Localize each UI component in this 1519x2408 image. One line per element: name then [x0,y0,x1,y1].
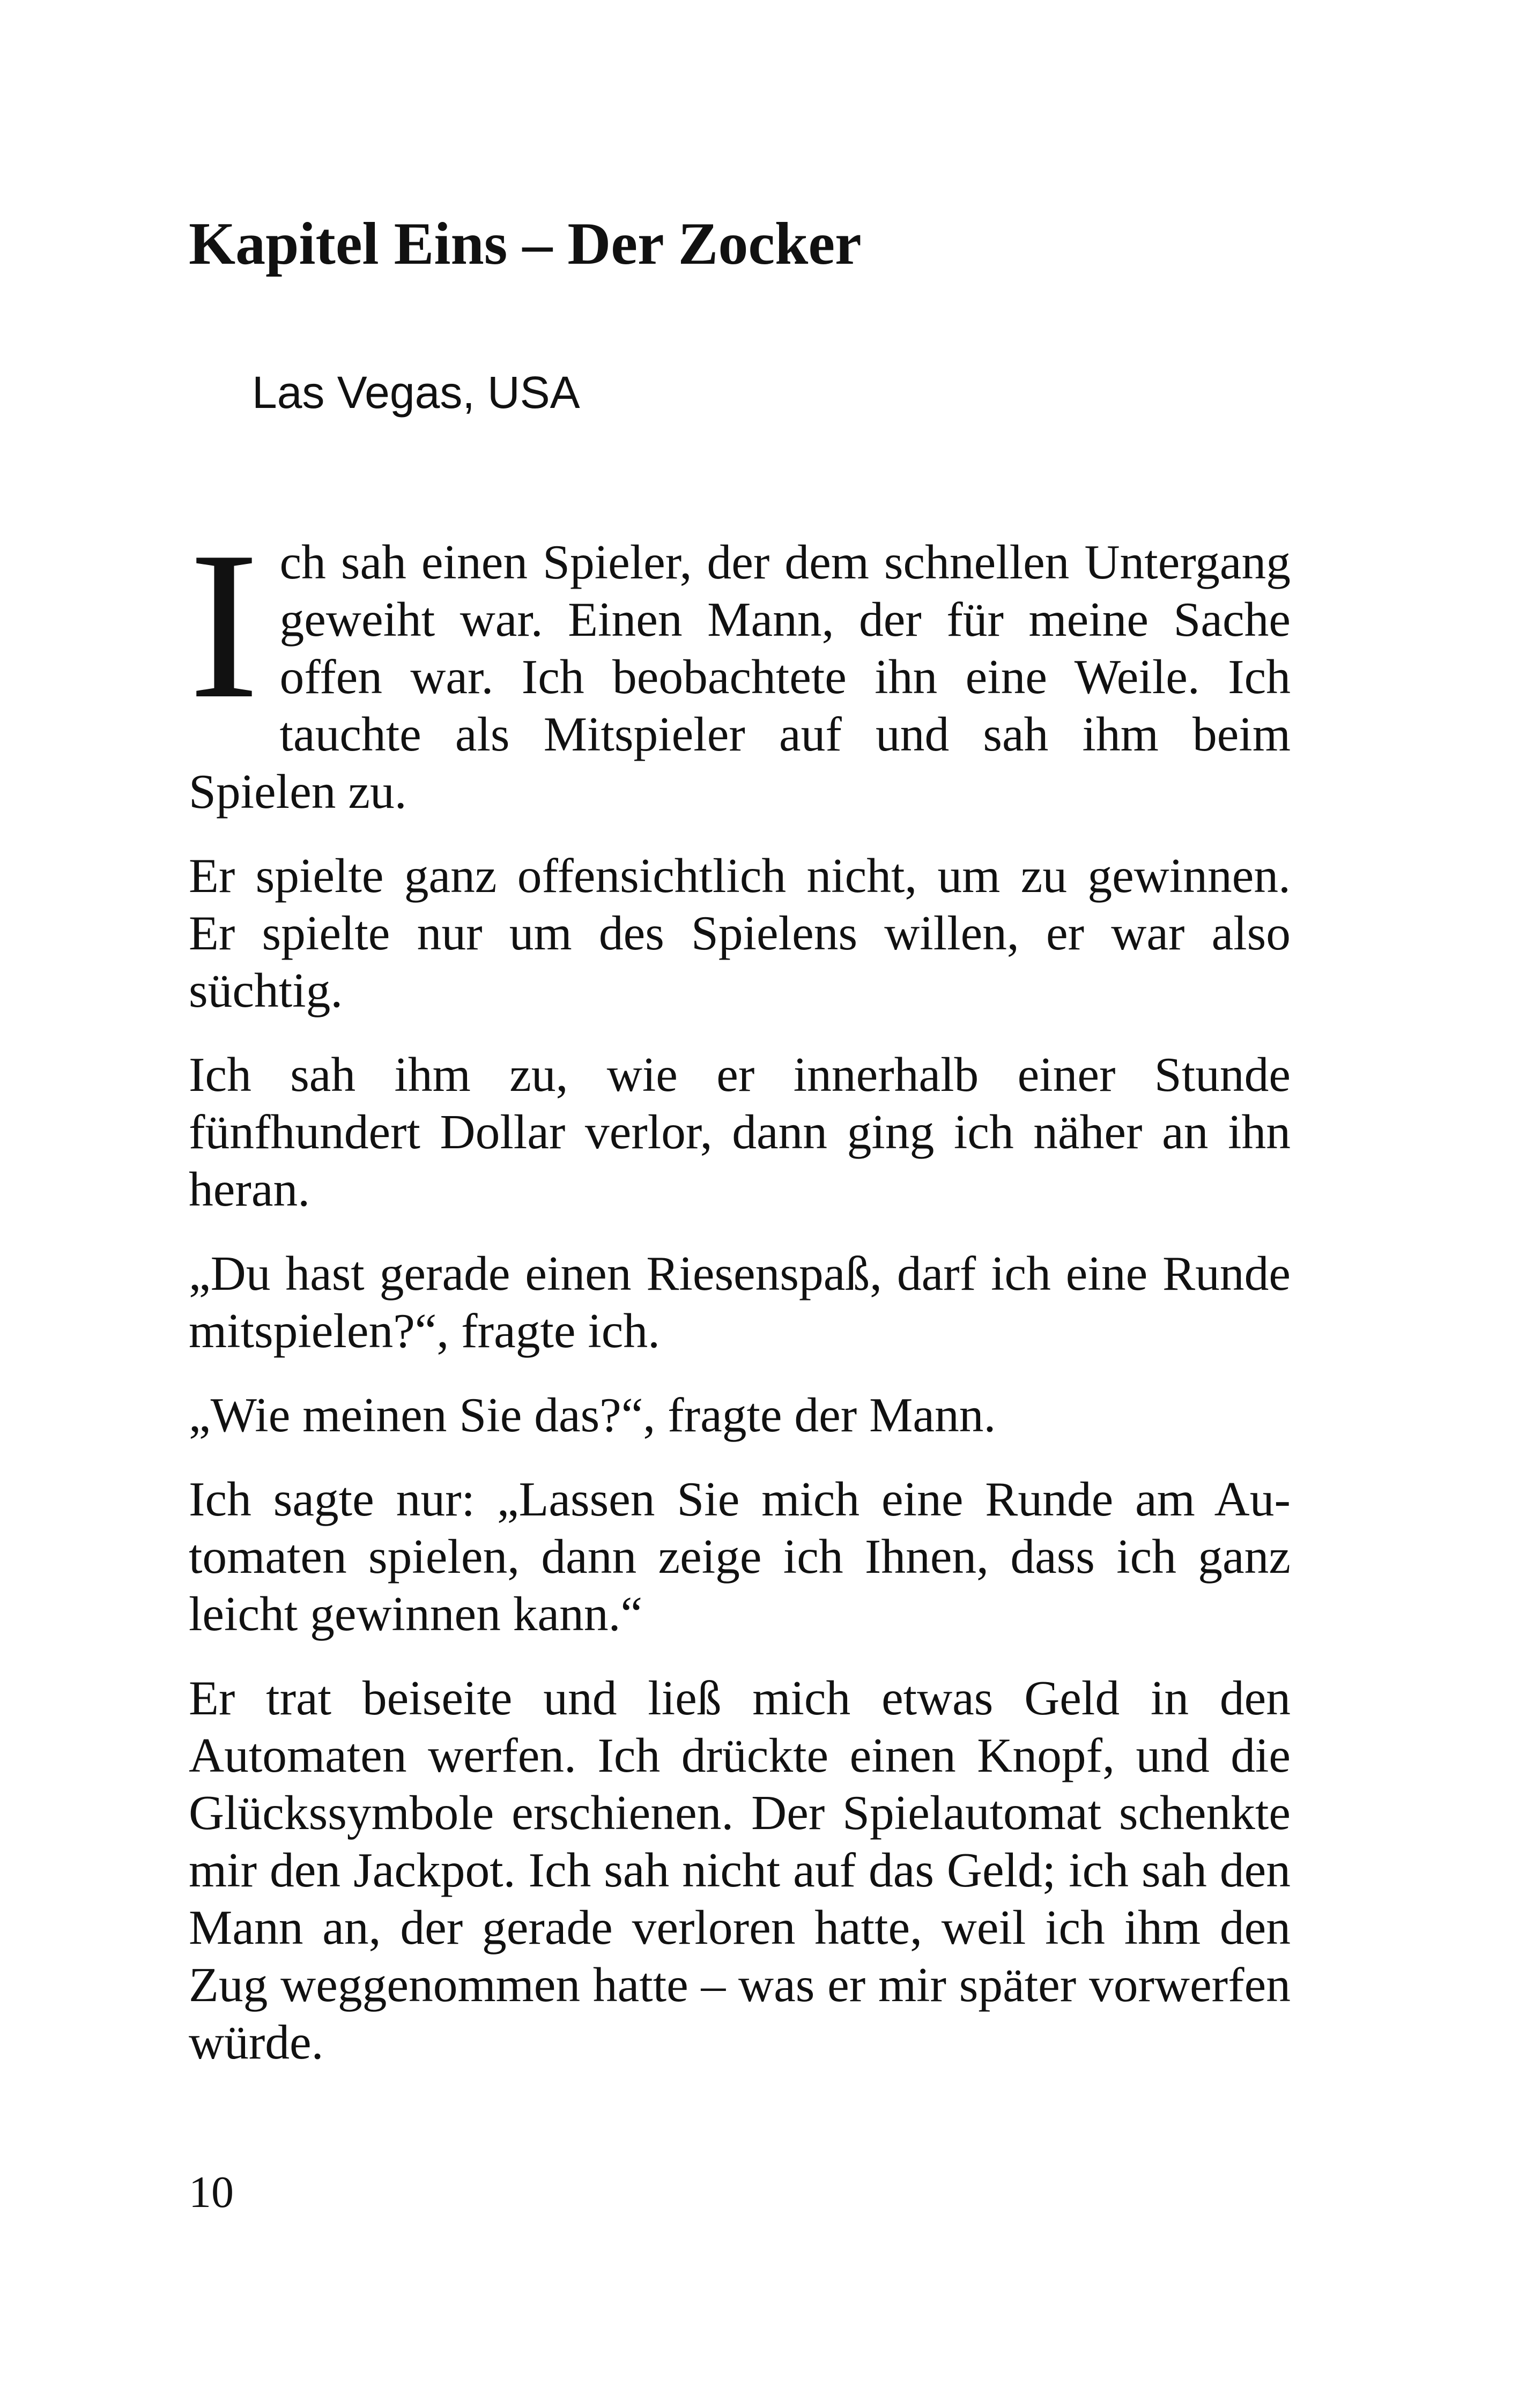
paragraph-2: Er spielte ganz offensichtlich nicht, um zu gewinnen. Er spielte nur um des Spielens willen, er war also süchtig. [189,848,1291,1017]
paragraph-1 [189,508,1291,820]
paragraph-6: Ich sagte nur: „Lassen Sie mich eine Runde am Automaten spielen, dann zeige ich Ihnen, dass ich ganz leicht gewinnen kann.“ [189,1471,1291,1641]
paragraph-5: „Wie meinen Sie das?“, fragte der Mann. [189,1387,996,1442]
paragraph-4: „Du hast gerade einen Riesenspaß, darf ich eine Runde mitspielen?“, fragte ich. [189,1246,1291,1358]
chapter-location: Las Vegas, USA [252,367,580,418]
paragraph-3: Ich sah ihm zu, wie er innerhalb einer Stunde fünfhundert Dollar verlor, dann ging ich näher an ihn heran. [189,1047,1291,1216]
drop-cap: I [189,508,260,742]
paragraph-1-text: ch sah einen Spieler, der dem schnellen Untergang geweiht war. Einen Mann, der für meine Sache offen war. Ich beobachtete ihn eine Weile. Ich tauchte als Mitspieler auf und sah ihm beim Spielen zu. [189,534,1291,819]
page-number: 10 [189,2167,234,2217]
paragraph-7: Er trat beiseite und ließ mich etwas Geld in den Automaten werfen. Ich drückte einen Knopf, und die Glückssymbole erschienen. Der Spielautomat schenkte mir den Jackpot. Ich sah nicht auf das Geld; ich sah den Mann an, der gerade verloren hatte, weil ich ihm den Zug weggenommen hatte – was er mir später vorwerfen würde. [189,1670,1291,2069]
chapter-title: Kapitel Eins – Der Zocker [189,211,862,277]
chapter-body [189,508,1291,2098]
